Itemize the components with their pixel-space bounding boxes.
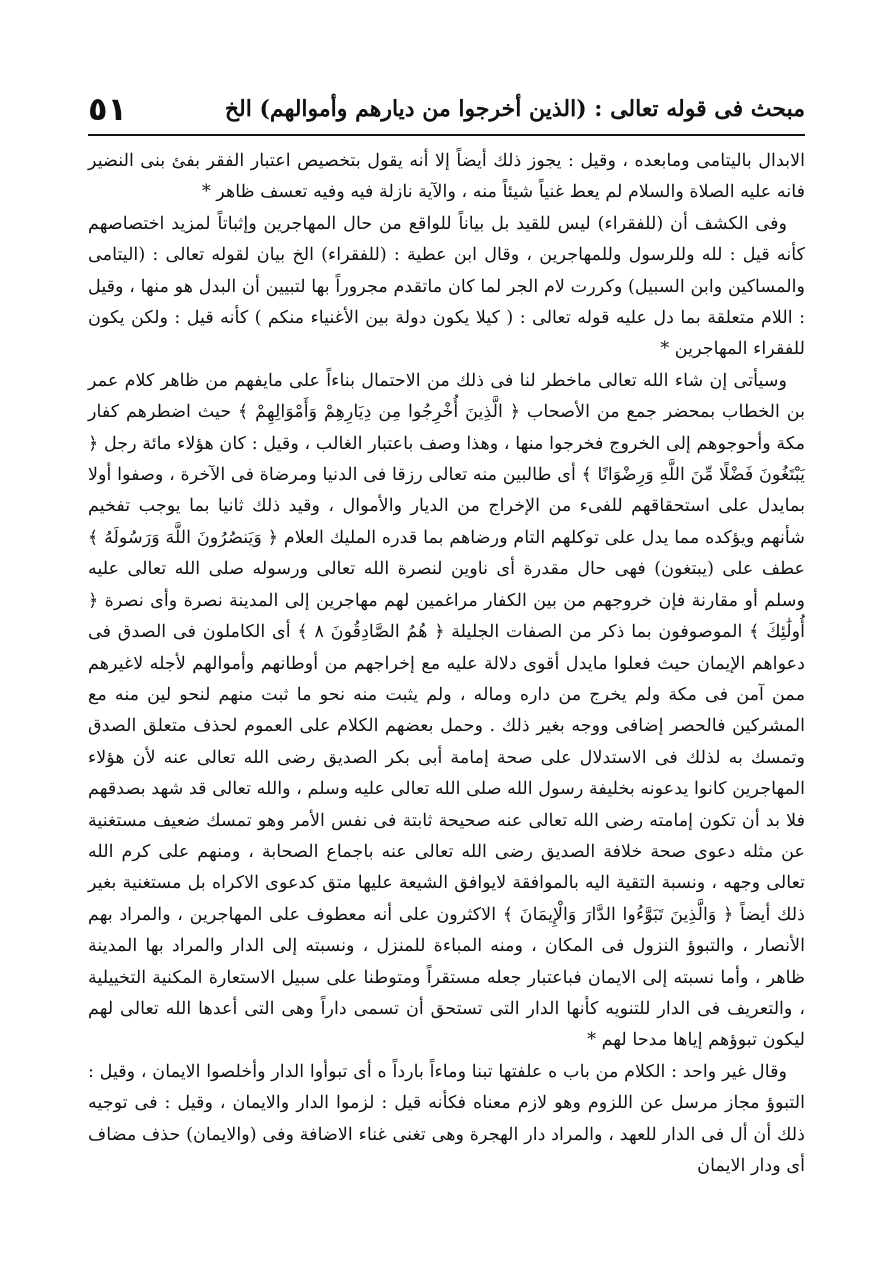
running-title: مبحث فى قوله تعالى : (الذين أخرجوا من ديارهم وأموالهم) الخ (224, 96, 805, 122)
page-header (88, 86, 805, 132)
paragraph: الابدال باليتامى ومابعده ، وقيل : يجوز ذلك أيضاً إلا أنه يقول بتخصيص اعتبار الفقر بفئ بنى النضير فانه عليه الصلاة والسلام لم يعط غنياً شيئاً منه ، والآية نازلة فيه وفيه تعسف ظاهر * (88, 151, 805, 203)
paragraph: وفى الكشف أن (للفقراء) ليس للقيد بل بياناً للواقع من حال المهاجرين وإثباتاً لمزيد اختصاصهم كأنه قيل : لله وللرسول وللمهاجرين ، وقال ابن عطية : (للفقراء) الخ بيان لقوله تعالى : (اليتامى والمساكين وابن السبيل) وكررت لام الجر لما كان ماتقدم مجروراً بها لتبيين أن البدل هو منها ، وقيل : اللام متعلقة بما دل عليه قوله تعالى : ( كيلا يكون دولة بين الأغنياء منكم ) كأنه قيل : ولكن يكون للفقراء المهاجرين * (88, 213, 805, 360)
body-text (88, 146, 805, 1182)
header-rule (88, 134, 805, 136)
paragraph: وسيأتى إن شاء الله تعالى ماخطر لنا فى ذلك من الاحتمال بناءاً على مايفهم من ظاهر كلام عمر بن الخطاب بمحضر جمع من الأصحاب ﴿ الَّذِينَ أُخْرِجُوا مِن دِيَارِهِمْ وَأَمْوَالِهِمْ ﴾ حيث اضطرهم كفار مكة وأحوجوهم إلى الخروج فخرجوا منها ، وهذا وصف باعتبار الغالب ، وقيل : كان هؤلاء مائة رجل ﴿ يَبْتَغُونَ فَضْلًا مِّنَ اللَّهِ وَرِضْوَانًا ﴾ أى طالبين منه تعالى رزقا فى الدنيا ومرضاة فى الآخرة ، وصفوا أولا بمايدل على استحقاقهم للفىء من الإخراج من الديار والأموال ، وقيد ذلك ثانيا بما يوجب تفخيم شأنهم ويؤكده مما يدل على توكلهم التام ورضاهم بما قدره المليك العلام ﴿ وَيَنصُرُونَ اللَّهَ وَرَسُولَهُ ﴾ عطف على (يبتغون) فهى حال مقدرة أى ناوين لنصرة الله تعالى ورسوله صلى الله تعالى عليه وسلم أو مقارنة فإن خروجهم من بين الكفار مراغمين لهم مهاجرين إلى المدينة نصرة وأى نصرة ﴿ أُولَٰئِكَ ﴾ الموصوفون بما ذكر من الصفات الجليلة ﴿ هُمُ الصَّادِقُونَ ٨ ﴾ أى الكاملون فى الصدق فى دعواهم الإيمان حيث فعلوا مايدل أقوى دلالة عليه مع إخراجهم من أوطانهم وأموالهم لأجله لاغيرهم ممن آمن فى مكة ولم يخرج من داره وماله ، ولم يثبت منه نحو ما ثبت منهم لنحو لين منه مع المشركين فالحصر إضافى ووجه بغير ذلك . وحمل بعضهم الكلام على العموم لحذف متعلق الصدق وتمسك به لذلك فى الاستدلال على صحة إمامة أبى بكر الصديق رضى الله تعالى عنه لأن هؤلاء المهاجرين كانوا يدعونه بخليفة رسول الله صلى الله تعالى عليه وسلم ، والله تعالى قد شهد بصدقهم فلا بد أن تكون إمامته رضى الله تعالى عنه صحيحة ثابتة فى نفس الأمر وهو تمسك ضعيف مستغنية عن مثله دعوى صحة خلافة الصديق رضى الله تعالى عنه باجماع الصحابة ، ومنهم على كرم الله تعالى وجهه ، ونسبة التقية اليه بالموافقة لايوافق الشيعة عليها متق كدعوى الاكراه بل مستغنية بغير ذلك أيضاً ﴿ وَالَّذِينَ تَبَوَّءُوا الدَّارَ وَالْإِيمَانَ ﴾ الاكثرون على أنه معطوف على المهاجرين ، والمراد بهم الأنصار ، والتبوؤ النزول فى المكان ، ومنه المباءة للمنزل ، ونسبته إلى الدار والمراد بها المدينة ظاهر ، وأما نسبته إلى الايمان فباعتبار جعله مستقراً ومتوطنا على سبيل الاستعارة المكنية التخييلية ، والتعريف فى الدار للتنويه كأنها الدار التى تستحق أن تسمى داراً وهى التى أعدها الله تعالى لهم ليكون تبوؤهم إياها مدحا لهم * (88, 370, 805, 1051)
paragraph: وقال غير واحد : الكلام من باب ه علفتها تبنا وماءاً بارداً ه أى تبوأوا الدار وأخلصوا الايمان ، وقيل : التبوؤ مجاز مرسل عن اللزوم وهو لازم معناه فكأنه قيل : لزموا الدار والايمان ، وقيل : فى توجيه ذلك أن أل فى الدار للعهد ، والمراد دار الهجرة وهى تغنى غناء الاضافة وفى (والايمان) حذف مضاف أى ودار الايمان (88, 1061, 805, 1176)
page-number: ٥١ (88, 90, 128, 128)
